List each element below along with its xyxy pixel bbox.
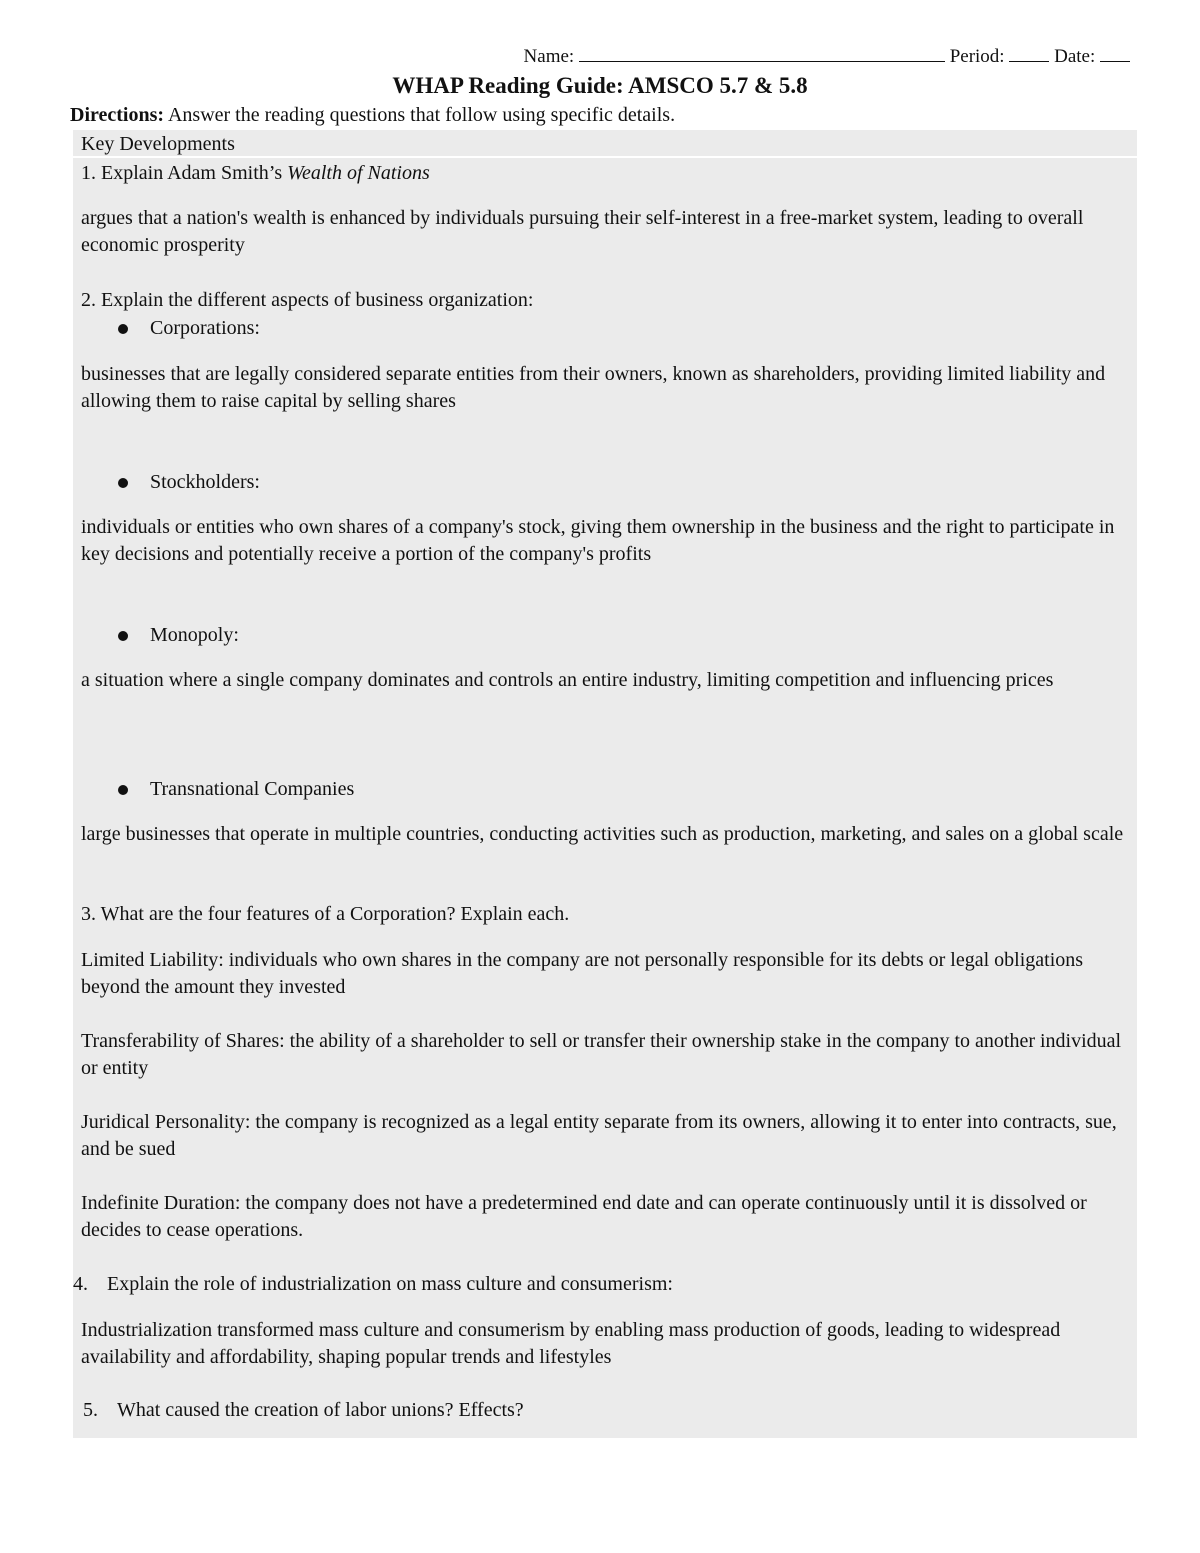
answer-monopoly[interactable]: a situation where a single company dominates and controls an entire industry, limiting competition and influencing prices: [81, 669, 1054, 691]
bullet-icon: [118, 324, 128, 334]
directions: [70, 104, 675, 127]
bullet-icon: [118, 785, 128, 795]
bullet-stockholders-label: Stockholders:: [150, 471, 260, 493]
answer-limited-liability[interactable]: Limited Liability: individuals who own shares in the company are not personally responsible for its debts or legal obligations beyond the amount they invested: [81, 949, 1084, 998]
name-blank[interactable]: [579, 44, 945, 62]
bullet-transnational-label: Transnational Companies: [150, 778, 355, 800]
page-title: WHAP Reading Guide: AMSCO 5.7 & 5.8: [392, 73, 808, 98]
date-label: Date:: [1054, 46, 1096, 67]
question-4-prompt: Explain the role of industrialization on mass culture and consumerism:: [107, 1273, 673, 1295]
bullet-corporations-label: Corporations:: [150, 317, 260, 339]
answer-transnational[interactable]: large businesses that operate in multiple countries, conducting activities such as production, marketing, and sales on a global scale: [81, 823, 1124, 845]
student-info-line: [524, 44, 1130, 68]
question-3-prompt: 3. What are the four features of a Corporation? Explain each.: [81, 903, 570, 925]
question-1-book-title: Wealth of Nations: [287, 162, 430, 184]
answer-4[interactable]: Industrialization transformed mass culture and consumerism by enabling mass production of goods, leading to widespread availability and affordability, shaping popular trends and lifestyles: [81, 1319, 1061, 1368]
answer-1[interactable]: argues that a nation's wealth is enhanced by individuals pursuing their self-interest in a free-market system, leading to overall economic prosperity: [81, 207, 1084, 256]
bullet-icon: [118, 631, 128, 641]
answer-transferability[interactable]: Transferability of Shares: the ability of a shareholder to sell or transfer their ownership stake in the company to another individual or entity: [81, 1030, 1122, 1079]
question-5-number: 5.: [83, 1399, 98, 1421]
section-heading: Key Developments: [81, 133, 235, 155]
question-2-prompt: 2. Explain the different aspects of business organization:: [81, 289, 534, 311]
period-label: Period:: [949, 46, 1005, 67]
question-1: [81, 160, 430, 187]
answer-corporations[interactable]: businesses that are legally considered separate entities from their owners, known as shareholders, providing limited liability and allowing them to raise capital by selling shares: [81, 363, 1106, 412]
date-blank[interactable]: [1100, 44, 1130, 62]
directions-label: Directions:: [70, 104, 165, 126]
name-label: Name:: [523, 46, 575, 67]
bullet-monopoly-label: Monopoly:: [150, 624, 239, 646]
bullet-icon: [118, 478, 128, 488]
question-1-prompt: 1. Explain Adam Smith’s: [81, 162, 283, 184]
answer-stockholders[interactable]: individuals or entities who own shares of a company's stock, giving them ownership in the business and the right to participate in key decisions and potentially receive a portion of the company's profits: [81, 516, 1115, 565]
question-4-number: 4.: [73, 1273, 88, 1295]
question-5-prompt: What caused the creation of labor unions? Effects?: [117, 1399, 524, 1421]
answer-indefinite-duration[interactable]: Indefinite Duration: the company does not have a predetermined end date and can operate continuously until it is dissolved or decides to cease operations.: [81, 1192, 1087, 1241]
answer-juridical-personality[interactable]: Juridical Personality: the company is recognized as a legal entity separate from its owners, allowing it to enter into contracts, sue, and be sued: [81, 1111, 1117, 1160]
directions-text: Answer the reading questions that follow using specific details.: [167, 104, 676, 126]
period-blank[interactable]: [1009, 44, 1049, 62]
worksheet-panel: [73, 130, 1137, 1438]
